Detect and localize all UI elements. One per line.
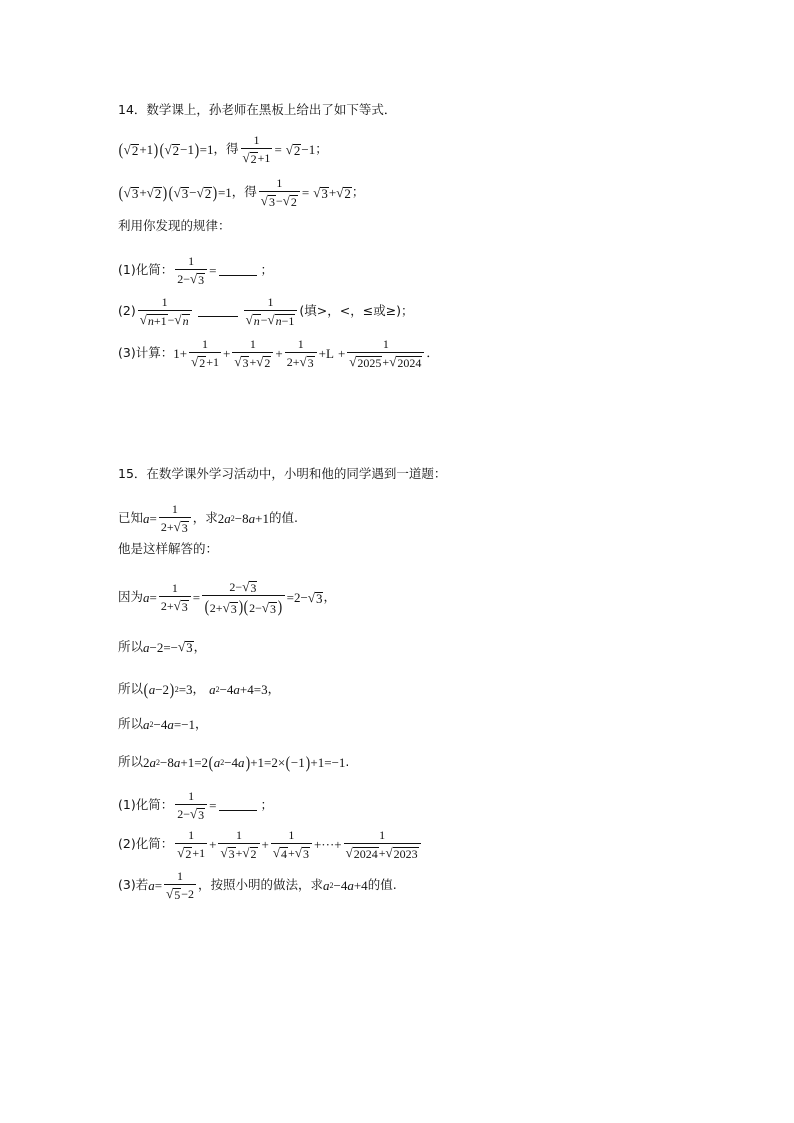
q15-part3-label: (3)若 <box>118 877 149 893</box>
q15-step5-end: . <box>345 754 350 770</box>
q15-step2-pre: 所以 <box>118 638 144 654</box>
q15-step3-pre: 所以 <box>118 681 144 697</box>
q15-step3-mid: ， <box>192 681 206 697</box>
q15-part3: (3)若 a = 1 √ 5 −2 ，按照小明的做法，求 a 2 −4 a +4 的值. <box>118 869 397 902</box>
q15-step1-pre: 因为 <box>118 589 144 605</box>
q15-given: 已知 a = 1 2+ √ 3 ，求 2 a 2 −8 a +1 的值. <box>118 502 298 535</box>
q15-part3-end: 的值. <box>367 877 397 893</box>
q15-intro: 他是这样解答的： <box>118 541 219 556</box>
q14-part3-label: (3)计算： <box>118 345 174 361</box>
q15-step1: 因为 a = 1 2+ √ 3 = 2− √ 3 (2+ √ 3 )(2− √ 3 ) =2− √ 3 ， <box>118 579 336 616</box>
q14-eq2: ( √ 3 + √ 2 ) ( √ 3 − √ 2 ) =1 ，得 1 √ 3 − √ 2 = √ 3 + √ 2 ； <box>118 176 365 209</box>
q15-part1-label: (1)化简： <box>118 797 174 813</box>
q15-part1: (1)化简： 1 2− √ 3 = ； <box>118 789 273 822</box>
q15-part1-end: ； <box>260 797 273 813</box>
q14-title: 14．数学课上，孙老师在黑板上给出了如下等式． <box>118 102 397 117</box>
q14-part1-label: (1)化简： <box>118 262 174 278</box>
q15-part2: (2)化简： 1 √ 2 +1 + 1 √ 3 + √ 2 + 1 √ 4 + √ 3 +···+ 1 √ 2024 + √ 2023 <box>118 829 423 860</box>
q15-given-pre: 已知 <box>118 510 144 526</box>
answer-blank[interactable] <box>219 265 257 276</box>
q14-rule: 利用你发现的规律： <box>118 218 231 233</box>
q14-part3: (3)计算： 1+ 1 √ 2 +1 + 1 √ 3 + √ 2 + 1 2+ √ 3 +L + 1 √ 2025 + √ 2024 ． <box>118 337 439 370</box>
q14-part2-fill: (填>，<，≤或≥)； <box>299 303 414 319</box>
q14-part3-end: ． <box>426 345 439 361</box>
q15-step5: 所以 2 a 2 −8 a +1=2 ( a 2 −4 a ) +1=2× ( −1 ) +1=−1 . <box>118 753 350 772</box>
q15-step4: 所以 a 2 −4 a =−1 ， <box>118 716 208 732</box>
q14-eq1-end: ； <box>315 141 328 157</box>
answer-blank[interactable] <box>219 800 257 811</box>
q15-given-mid: ，求 <box>192 510 218 526</box>
q14-eq2-end: ； <box>351 184 365 200</box>
q15-step5-pre: 所以 <box>118 754 144 770</box>
q14-part1: (1)化简： 1 2− √ 3 = ； <box>118 254 273 287</box>
q14-part2-label: (2) <box>118 303 136 319</box>
compare-blank[interactable] <box>198 307 238 317</box>
q15-title: 15．在数学课外学习活动中，小明和他的同学遇到一道题： <box>118 466 447 481</box>
q15-part2-label: (2)化简： <box>118 836 174 852</box>
q14-part1-end: ； <box>260 262 273 278</box>
q15-step3: 所以 ( a −2 ) 2 =3 ， a 2 −4 a +4=3 ， <box>118 680 281 699</box>
q15-step2-end: ， <box>193 638 207 654</box>
q14-eq1: ( √ 2 +1 ) ( √ 2 −1 ) =1 ，得 1 √ 2 +1 = √ 2 −1 ； <box>118 133 328 166</box>
q14-part2: (2) 1 √ n+1 − √ n 1 √ n − √ n−1 (填>，<，≤或≥)； <box>118 295 414 328</box>
q15-step1-end: ， <box>323 589 336 605</box>
q15-step4-end: ， <box>195 716 208 732</box>
q15-step2: 所以 a −2=− √ 3 ， <box>118 638 207 655</box>
q15-given-end: 的值. <box>268 510 298 526</box>
q15-step4-pre: 所以 <box>118 716 144 732</box>
q14-eq1-text: ，得 <box>213 141 239 157</box>
q15-part3-mid: ，按照小明的做法，求 <box>197 877 323 893</box>
q14-eq2-text: ，得 <box>231 184 257 200</box>
q15-step3-end: ， <box>267 681 281 697</box>
